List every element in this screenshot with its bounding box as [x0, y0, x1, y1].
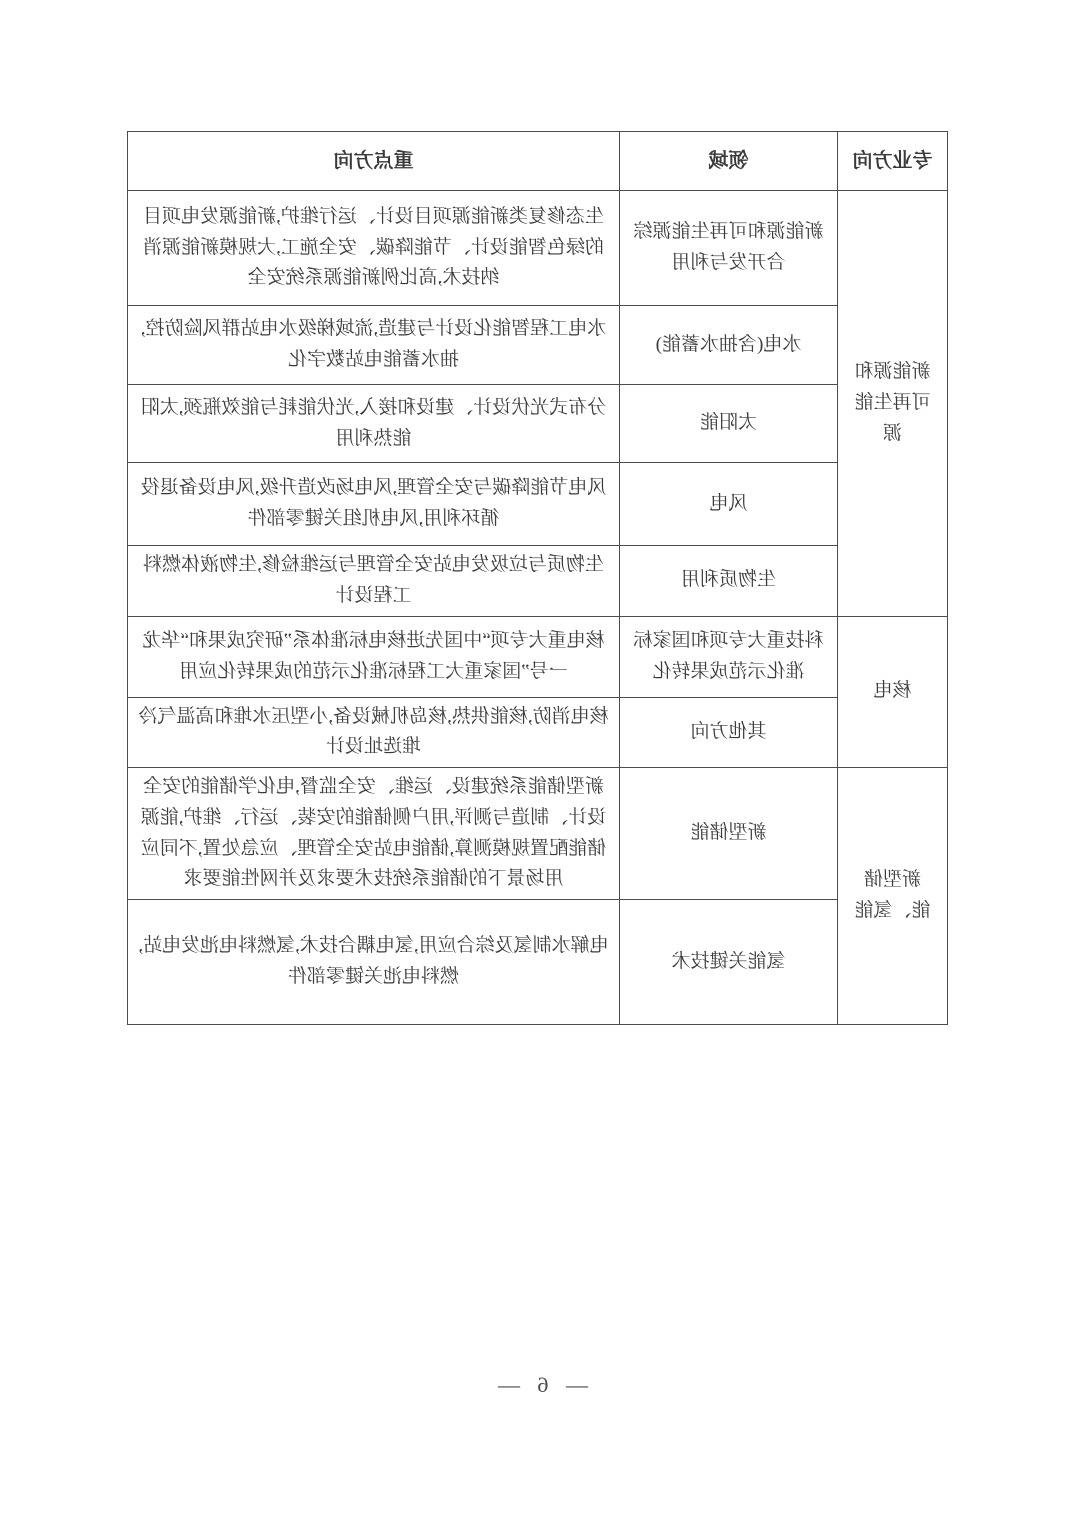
- table-row: [128, 191, 948, 306]
- focus-cell: 电解水制氢及综合应用,氢电耦合技术,氢燃料电池发电站,燃料电池关键零部件: [128, 900, 620, 1025]
- focus-cell: 核电重大专项“中国先进核电标准体系”研究成果和“华龙一号”国家重大工程标准化示范的成果转化应用: [128, 616, 620, 697]
- field-cell: 水电(含抽水蓄能): [620, 306, 838, 385]
- table-row: [128, 616, 948, 697]
- major-group-renewables: 新能源和可再生能源: [838, 191, 948, 617]
- focus-cell: 风电节能降碳与安全管理,风电场改造升级,风电设备退役循环利用,风电机组关键零部件: [128, 463, 620, 546]
- page-number: — 6 —: [492, 1372, 588, 1397]
- focus-cell: 水电工程智能化设计与建造,流域梯级水电站群风险防控,抽水蓄能电站数字化: [128, 306, 620, 385]
- field-cell: 氢能关键技术: [620, 900, 838, 1025]
- header-focus: 重点方向: [128, 132, 620, 191]
- focus-cell: 生态修复类新能源项目设计、运行维护,新能源发电项目的绿色智能设计、节能降碳、安全施工,大规模新能源消纳技术,高比例新能源系统安全: [128, 191, 620, 306]
- table-row: [128, 697, 948, 768]
- table-row: [128, 463, 948, 546]
- table-row: [128, 306, 948, 385]
- focus-cell: 新型储能系统建设、运维、安全监督,电化学储能的安全设计、制造与测评,用户侧储能的安装、运行、维护,能源储能配置规模测算,储能电站安全管理、应急处置,不同应用场景下的储能系统技术要求及并网性能要求: [128, 768, 620, 900]
- focus-areas-table: [127, 131, 948, 1025]
- table-row: [128, 546, 948, 617]
- table-header-row: [128, 132, 948, 191]
- field-cell: 新型储能: [620, 768, 838, 900]
- field-cell: 科技重大专项和国家标准化示范成果转化: [620, 616, 838, 697]
- focus-cell: 分布式光伏设计、建设和接入,光伏能耗与能效瓶颈,太阳能热利用: [128, 385, 620, 463]
- field-cell: 太阳能: [620, 385, 838, 463]
- header-field: 领域: [620, 132, 838, 191]
- focus-cell: 生物质与垃圾发电站安全管理与运维检修,生物液体燃料工程设计: [128, 546, 620, 617]
- field-cell: 其他方向: [620, 697, 838, 768]
- focus-cell: 核电消防,核能供热,核岛机械设备,小型压水堆和高温气冷堆选址设计: [128, 697, 620, 768]
- field-cell: 新能源和可再生能源综合开发与利用: [620, 191, 838, 306]
- header-major: 专业方向: [838, 132, 948, 191]
- table-row: [128, 385, 948, 463]
- field-cell: 生物质利用: [620, 546, 838, 617]
- table-row: [128, 900, 948, 1025]
- major-group-storage-hydrogen: 新型储能、氢能: [838, 768, 948, 1025]
- field-cell: 风电: [620, 463, 838, 546]
- table-row: [128, 768, 948, 900]
- major-group-nuclear: 核电: [838, 616, 948, 768]
